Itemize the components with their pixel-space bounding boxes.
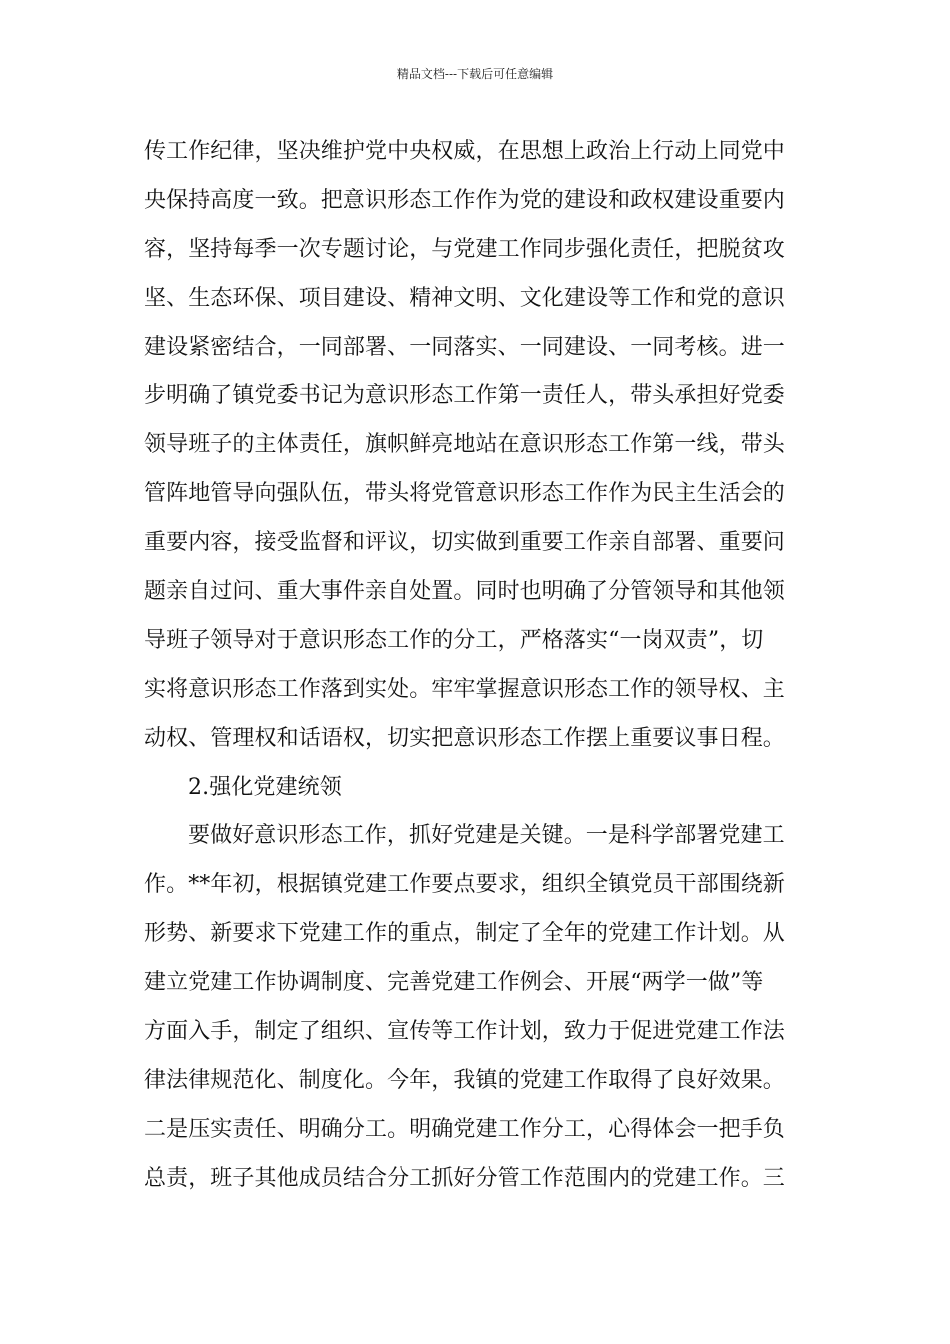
page-header: 精品文档---下载后可任意编辑 (396, 67, 554, 81)
text-line: 建立党建工作协调制度、完善党建工作例会、开展“两学一做”等 (144, 970, 764, 996)
text-line: 建设紧密结合，一同部署、一同落实、一同建设、一同考核。进一 (144, 334, 785, 360)
text-line: 领导班子的主体责任，旗帜鲜亮地站在意识形态工作第一线，带头 (144, 432, 785, 458)
text-line: 总责，班子其他成员结合分工抓好分管工作范围内的党建工作。三 (144, 1165, 785, 1191)
text-line: 步明确了镇党委书记为意识形态工作第一责任人，带头承担好党委 (144, 383, 785, 409)
document-body (144, 128, 809, 1204)
text-line: 导班子领导对于意识形态工作的分工，严格落实“一岗双责”，切 (144, 627, 764, 653)
text-line: 容，坚持每季一次专题讨论，与党建工作同步强化责任，把脱贫攻 (144, 236, 785, 262)
text-line: 央保持高度一致。把意识形态工作作为党的建设和政权建设重要内 (144, 187, 785, 213)
text-line: 二是压实责任、明确分工。明确党建工作分工，心得体会一把手负 (144, 1116, 785, 1142)
text-line: 坚、生态环保、项目建设、精神文明、文化建设等工作和党的意识 (144, 285, 785, 311)
text-line: 律法律规范化、制度化。今年，我镇的党建工作取得了良好效果。 (144, 1067, 785, 1093)
paragraph-first-line: 要做好意识形态工作，抓好党建是关键。一是科学部署党建工 (188, 823, 785, 849)
text-line: 动权、管理权和话语权，切实把意识形态工作摆上重要议事日程。 (144, 725, 785, 751)
section-heading: 2.强化党建统领 (188, 774, 342, 800)
text-line: 方面入手，制定了组织、宣传等工作计划，致力于促进党建工作法 (144, 1019, 785, 1045)
text-line: 传工作纪律，坚决维护党中央权威，在思想上政治上行动上同党中 (144, 139, 785, 164)
text-line: 作。**年初，根据镇党建工作要点要求，组织全镇党员干部围绕新 (144, 872, 786, 898)
text-line: 题亲自过问、重大事件亲自处置。同时也明确了分管领导和其他领 (144, 579, 785, 605)
text-line: 重要内容，接受监督和评议，切实做到重要工作亲自部署、重要问 (144, 530, 785, 556)
text-line: 实将意识形态工作落到实处。牢牢掌握意识形态工作的领导权、主 (144, 676, 785, 702)
text-line: 形势、新要求下党建工作的重点，制定了全年的党建工作计划。从 (144, 921, 785, 947)
text-line: 管阵地管导向强队伍，带头将党管意识形态工作作为民主生活会的 (144, 481, 785, 507)
